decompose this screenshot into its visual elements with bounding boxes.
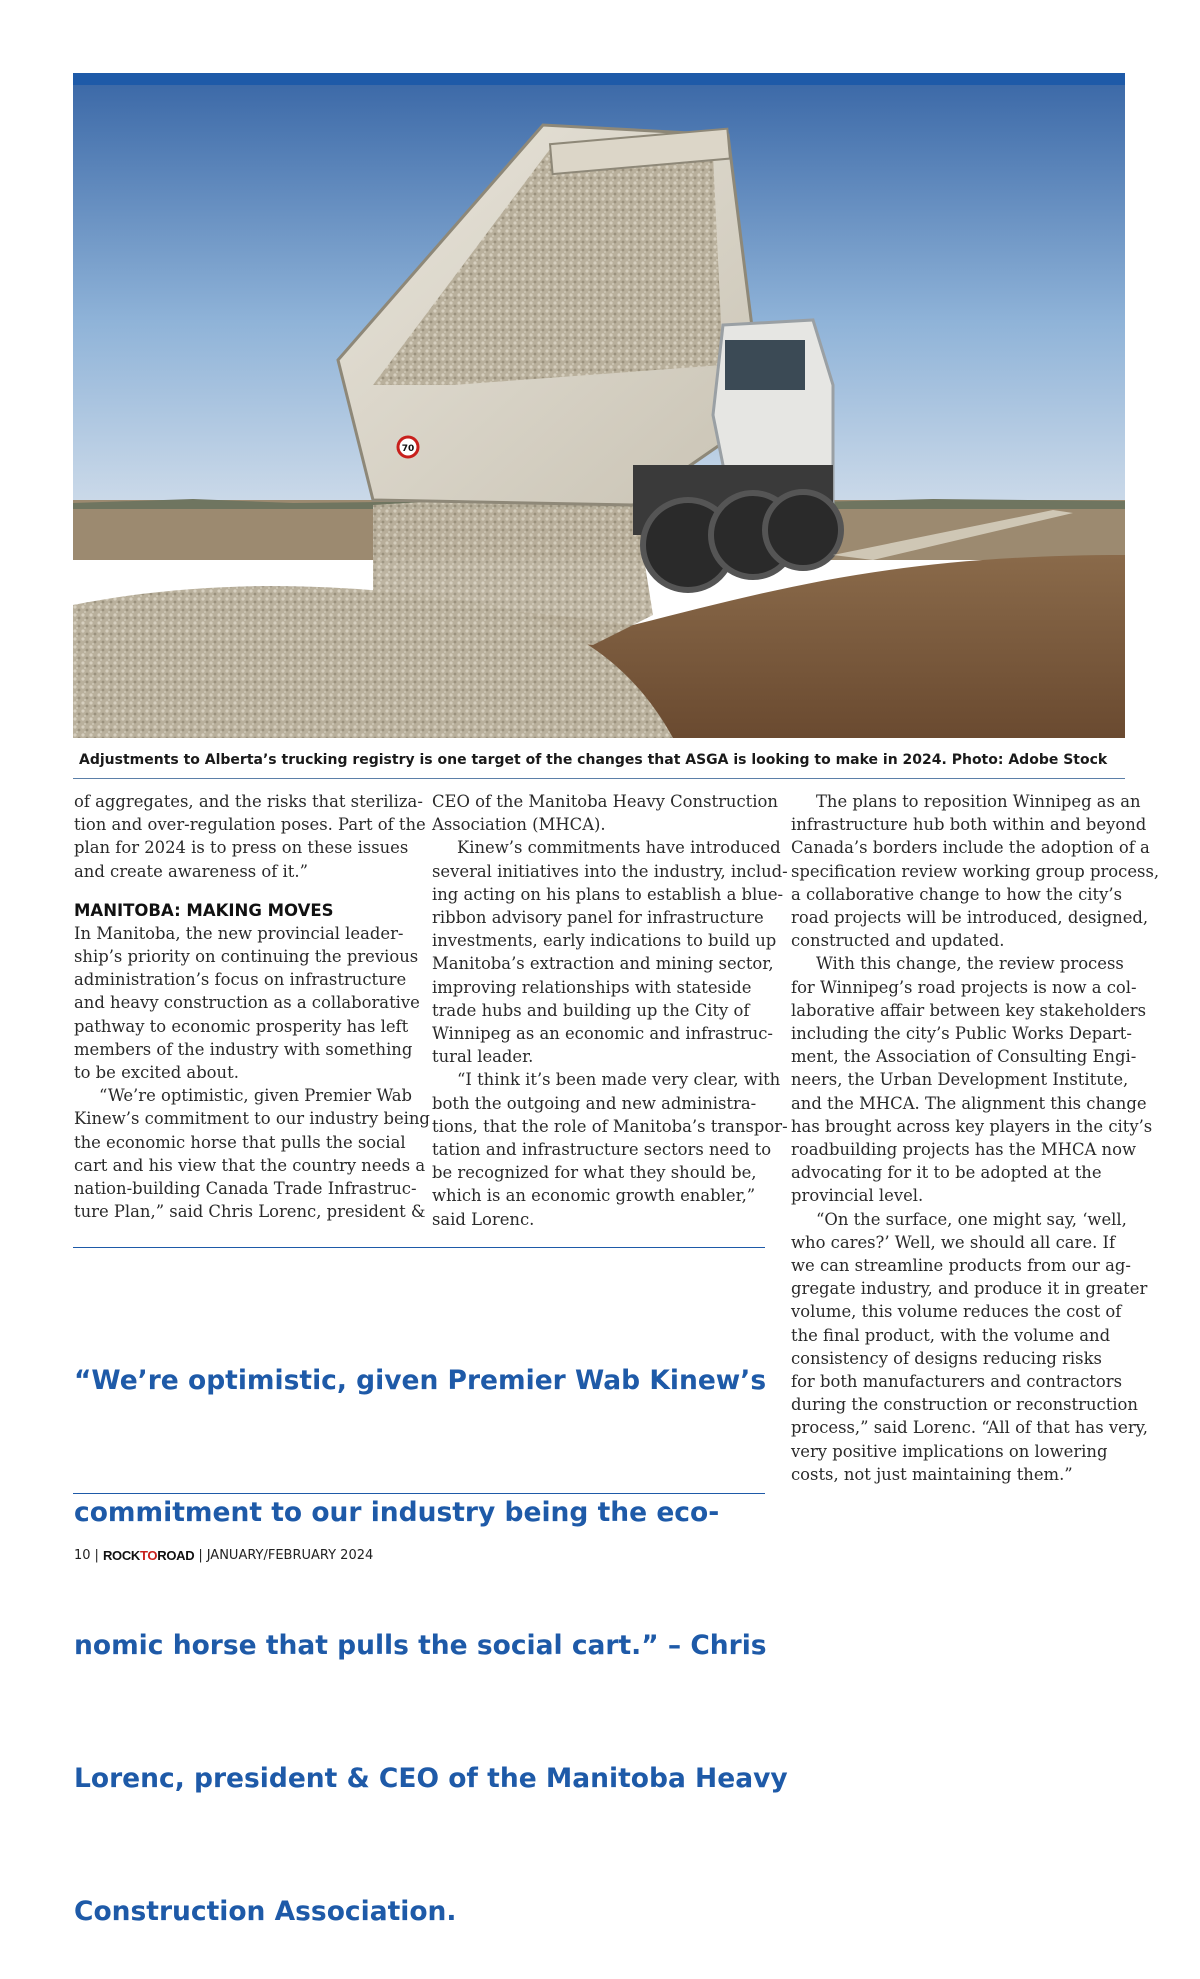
col1-p2-line: to be excited about. <box>74 1063 239 1083</box>
speed-sign-number: 70 <box>401 444 415 454</box>
col2-p2-line: Manitoba’s extraction and mining sector, <box>432 954 774 974</box>
pullquote-bottom-rule <box>73 1493 765 1494</box>
col2-p3-line: said Lorenc. <box>432 1209 535 1229</box>
col2-p2-line: Winnipeg as an economic and infrastruc- <box>432 1024 773 1044</box>
col2-p1-line: CEO of the Manitoba Heavy Construction <box>432 792 778 811</box>
col3-p3-line: the final product, with the volume and <box>791 1325 1111 1345</box>
col3-p3-line: gregate industry, and produce it in greater <box>791 1279 1148 1299</box>
col3-p2-line: including the city’s Public Works Depart- <box>791 1024 1132 1044</box>
col3-p2-line: and the MHCA. The alignment this change <box>791 1093 1147 1113</box>
col3-p3-line: “On the surface, one might say, ‘well, <box>816 1209 1127 1229</box>
col1-p2-line: ship’s priority on continuing the previous <box>74 947 419 967</box>
falling-gravel <box>373 490 653 645</box>
col1-p1-line: of aggregates, and the risks that steriliza- <box>74 792 423 811</box>
col3-p1-line: a collaborative change to how the city’s <box>791 884 1122 904</box>
pullquote-line: nomic horse that pulls the social cart.” – Chris <box>74 1630 767 1662</box>
col1-p3-line: Kinew’s commitment to our industry being <box>74 1109 430 1129</box>
col2-p2-line: trade hubs and building up the City of <box>432 1000 750 1020</box>
col1-p2-line: pathway to economic prosperity has left <box>74 1016 409 1036</box>
col2-p3-line: be recognized for what they should be, <box>432 1163 757 1183</box>
pullquote-top-rule <box>73 1247 765 1248</box>
col3-p2-line: ment, the Association of Consulting Engi- <box>791 1047 1137 1067</box>
col2-p2-line: improving relationships with stateside <box>432 977 752 997</box>
column-2 <box>432 790 788 1231</box>
magazine-logo <box>103 1548 194 1563</box>
col1-p1-line: tion and over-regulation poses. Part of the <box>74 815 426 835</box>
col3-p2-line: provincial level. <box>791 1186 924 1206</box>
col2-p2-line: tural leader. <box>432 1047 534 1067</box>
col1-p3-line: ture Plan,” said Chris Lorenc, president & <box>74 1202 426 1222</box>
col2-p2-line: ribbon advisory panel for infrastructure <box>432 908 764 928</box>
col3-p2-line: neers, the Urban Development Institute, <box>791 1070 1129 1090</box>
col3-p2-line: laborative affair between key stakeholders <box>791 1000 1147 1020</box>
col2-p2-line: ing acting on his plans to establish a blue- <box>432 884 784 904</box>
cab-window <box>725 340 805 390</box>
pullquote <box>74 1270 788 1979</box>
col3-p1-line: specification review working group process, <box>791 861 1160 881</box>
caption-rule <box>73 778 1125 779</box>
col3-p2-line: With this change, the review process <box>816 954 1124 974</box>
logo-to: TO <box>140 1547 158 1563</box>
col1-p3-line: cart and his view that the country needs a <box>74 1155 426 1175</box>
col3-p2-line: advocating for it to be adopted at the <box>791 1163 1102 1183</box>
page-footer <box>74 1546 373 1564</box>
col3-p2-line: has brought across key players in the city’s <box>791 1116 1153 1136</box>
col3-p3-line: during the construction or reconstruction <box>791 1395 1138 1415</box>
pullquote-line: “We’re optimistic, given Premier Wab Kinew’s <box>74 1364 767 1396</box>
col3-p3-line: consistency of designs reducing risks <box>791 1348 1102 1368</box>
wheel-3 <box>765 492 841 568</box>
col3-p1-line: constructed and updated. <box>791 931 1005 951</box>
pullquote-line: Construction Association. <box>74 1896 457 1928</box>
col1-p3-line: “We’re optimistic, given Premier Wab <box>99 1086 413 1106</box>
col3-p1-line: Canada’s borders include the adoption of a <box>791 838 1150 858</box>
col3-p3-line: volume, this volume reduces the cost of <box>791 1302 1122 1322</box>
col1-p1-line: and create awareness of it.” <box>74 861 308 881</box>
col2-p3-line: which is an economic growth enabler,” <box>432 1186 756 1206</box>
col3-p3-line: who cares?’ Well, we should all care. If <box>791 1232 1116 1252</box>
col3-p3-line: we can streamline products from our ag- <box>791 1256 1131 1276</box>
col2-p2-line: Kinew’s commitments have introduced <box>457 838 781 858</box>
footer-separator: | <box>94 1547 99 1563</box>
footer-separator: | <box>198 1547 203 1563</box>
section-subhead: MANITOBA: MAKING MOVES <box>74 900 334 920</box>
top-accent-bar <box>73 73 1125 85</box>
col1-p3-line: nation-building Canada Trade Infrastruc- <box>74 1179 417 1199</box>
col1-p2-line: administration’s focus on infrastructure <box>74 970 407 990</box>
col3-p3-line: very positive implications on lowering <box>791 1441 1108 1461</box>
logo-road: ROAD <box>157 1547 195 1563</box>
page-number: 10 <box>74 1547 91 1563</box>
col2-p3-line: tions, that the role of Manitoba’s transpor- <box>432 1116 788 1136</box>
col3-p3-line: costs, not just maintaining them.” <box>791 1464 1073 1484</box>
col1-p1-line: plan for 2024 is to press on these issues <box>74 838 409 858</box>
col3-p1-line: road projects will be introduced, designed, <box>791 908 1149 928</box>
col2-p2-line: several initiatives into the industry, includ- <box>432 861 788 881</box>
column-1 <box>74 790 430 1223</box>
pullquote-line: Lorenc, president & CEO of the Manitoba Heavy <box>74 1763 788 1795</box>
col1-p2-line: In Manitoba, the new provincial leader- <box>74 923 404 943</box>
col3-p2-line: roadbuilding projects has the MHCA now <box>791 1140 1136 1160</box>
col2-p3-line: “I think it’s been made very clear, with <box>457 1070 781 1090</box>
col2-p2-line: investments, early indications to build up <box>432 931 777 951</box>
col3-p1-line: infrastructure hub both within and beyond <box>791 815 1147 835</box>
column-3 <box>791 790 1160 1486</box>
col1-p2-line: and heavy construction as a collaborative <box>74 993 420 1013</box>
article-photo <box>73 85 1125 738</box>
pullquote-line: commitment to our industry being the eco- <box>74 1497 720 1529</box>
col1-p2-line: members of the industry with something <box>74 1039 413 1059</box>
col2-p1-line: Association (MHCA). <box>432 815 606 835</box>
issue-date: JANUARY/FEBRUARY 2024 <box>206 1547 374 1563</box>
col3-p3-line: process,” said Lorenc. “All of that has very, <box>791 1418 1148 1438</box>
col3-p3-line: for both manufacturers and contractors <box>791 1372 1122 1392</box>
logo-rock: ROCK <box>102 1547 141 1563</box>
photo-caption: Adjustments to Alberta’s trucking registry is one target of the changes that ASGA is looking to make in 2024. Photo: Adobe Stock <box>79 752 1108 768</box>
col2-p3-line: tation and infrastructure sectors need to <box>432 1140 772 1160</box>
col3-p1-line: The plans to reposition Winnipeg as an <box>816 792 1141 811</box>
col3-p2-line: for Winnipeg’s road projects is now a col- <box>791 977 1137 997</box>
col1-p3-line: the economic horse that pulls the social <box>74 1132 406 1152</box>
col2-p3-line: both the outgoing and new administra- <box>432 1093 757 1113</box>
